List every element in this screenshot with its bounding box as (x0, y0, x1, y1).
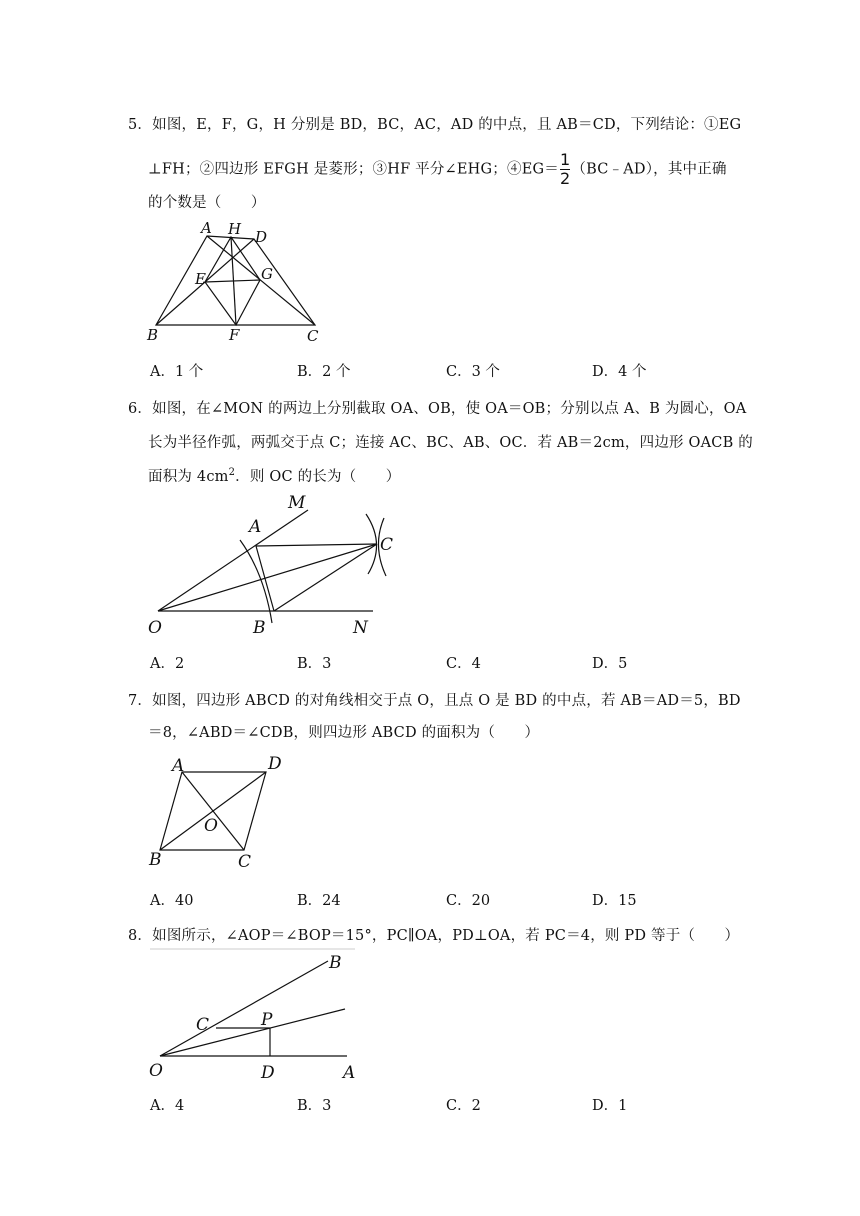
q7-option-a[interactable]: A．40 (150, 893, 194, 909)
q6-line-1 (128, 397, 746, 418)
q6-number: 6． (128, 401, 153, 417)
q5-label-a: A (201, 219, 212, 237)
q6-label-c: C (380, 535, 394, 555)
q5-number: 5． (128, 117, 153, 133)
q6-segment-bc (274, 544, 377, 611)
q5-segment-eg (205, 280, 260, 282)
q8-ray-ob (160, 961, 328, 1056)
q5-option-d[interactable]: D．4 个 (592, 364, 647, 380)
q8-label-b: B (329, 953, 342, 973)
q7-label-c: C (238, 852, 252, 872)
q7-diagonal-bd (160, 772, 266, 850)
q7-option-d[interactable]: D．15 (592, 893, 637, 909)
q6-label-o: O (148, 618, 162, 638)
q7-line-1 (128, 689, 741, 710)
q8-line-1 (128, 924, 739, 945)
q7-label-d: D (268, 754, 282, 774)
q5-option-a[interactable]: A．1 个 (150, 364, 204, 380)
q6-label-n: N (353, 618, 368, 638)
q6-option-b[interactable]: B．3 (297, 656, 332, 672)
q6-figure (140, 488, 410, 638)
q5-text-1: 如图，E，F，G，H 分别是 BD，BC，AC，AD 的中点，且 AB＝CD，下列结论：①EG (152, 117, 742, 133)
q6-ray-om (158, 510, 308, 611)
q5-line-2 (148, 152, 727, 187)
q7-label-a: A (172, 756, 185, 776)
q6-option-c[interactable]: C．4 (446, 656, 481, 672)
q7-text-1: 如图，四边形 ABCD 的对角线相交于点 O，且点 O 是 BD 的中点，若 AB＝AD＝5，BD (152, 693, 741, 709)
q6-text-2: 长为半径作弧，两弧交于点 C；连接 AC、BC、AB、OC．若 AB＝2cm，四边形 OACB 的 (148, 435, 753, 451)
q7-figure (140, 752, 300, 874)
q6-option-d[interactable]: D．5 (592, 656, 628, 672)
q5-fraction-num: 1 (559, 150, 571, 169)
q7-number: 7． (128, 693, 153, 709)
q7-label-b: B (149, 850, 162, 870)
q6-label-m: M (288, 493, 306, 513)
q5-label-b: B (147, 326, 159, 344)
q7-option-c[interactable]: C．20 (446, 893, 491, 909)
q6-segment-ac (256, 544, 377, 546)
q5-label-f: F (229, 326, 240, 344)
q8-option-b[interactable]: B．3 (297, 1098, 332, 1114)
q5-label-e: E (195, 270, 206, 288)
q8-figure (140, 946, 380, 1084)
q7-label-o: O (204, 816, 218, 836)
q5-text-3: （BC﹣AD），其中正确 (571, 161, 727, 178)
q8-label-p: P (261, 1010, 273, 1030)
q6-superscript: 2 (228, 467, 236, 479)
q5-fraction (560, 152, 570, 187)
q6-label-a: A (249, 517, 262, 537)
q5-text-2: ⊥FH；②四边形 EFGH 是菱形；③HF 平分∠EHG；④EG＝ (148, 161, 559, 178)
q8-label-o: O (149, 1061, 163, 1081)
q8-label-c: C (196, 1015, 210, 1035)
q7-line-2 (148, 721, 539, 742)
q8-option-d[interactable]: D．1 (592, 1098, 628, 1114)
q6-line-3 (148, 465, 400, 486)
q5-line-4 (148, 191, 266, 212)
q6-text-3: 面积为 4cm (148, 469, 229, 485)
q5-label-d: D (255, 228, 268, 246)
q5-label-g: G (261, 265, 273, 283)
q8-text-1: 如图所示，∠AOP＝∠BOP＝15°，PC∥OA，PD⊥OA，若 PC＝4，则 PD 等于（ ） (152, 928, 740, 944)
q8-label-a: A (343, 1063, 356, 1083)
q6-label-b: B (253, 618, 266, 638)
q5-line-1 (128, 113, 741, 134)
q5-text-4: 的个数是（ ） (148, 195, 266, 211)
q6-text-1: 如图，在∠MON 的两边上分别截取 OA、OB，使 OA＝OB；分别以点 A、B 为圆心，OA (152, 401, 747, 417)
q5-fraction-den: 2 (559, 169, 571, 188)
q8-number: 8． (128, 928, 153, 944)
q8-option-c[interactable]: C．2 (446, 1098, 481, 1114)
q7-text-2: ＝8，∠ABD＝∠CDB，则四边形 ABCD 的面积为（ ） (148, 725, 540, 741)
q6-segment-ab (256, 546, 274, 611)
q6-text-4: ．则 OC 的长为（ ） (235, 469, 401, 485)
q5-figure (142, 218, 342, 348)
q6-option-a[interactable]: A．2 (150, 656, 185, 672)
q6-line-2 (148, 431, 753, 452)
q5-option-b[interactable]: B．2 个 (297, 364, 351, 380)
q5-label-c: C (307, 327, 319, 345)
q8-label-d: D (261, 1063, 275, 1083)
q5-label-h: H (228, 220, 242, 238)
q8-option-a[interactable]: A．4 (150, 1098, 185, 1114)
q7-option-b[interactable]: B．24 (297, 893, 341, 909)
q8-ray-op (160, 1009, 345, 1056)
q5-option-c[interactable]: C．3 个 (446, 364, 500, 380)
